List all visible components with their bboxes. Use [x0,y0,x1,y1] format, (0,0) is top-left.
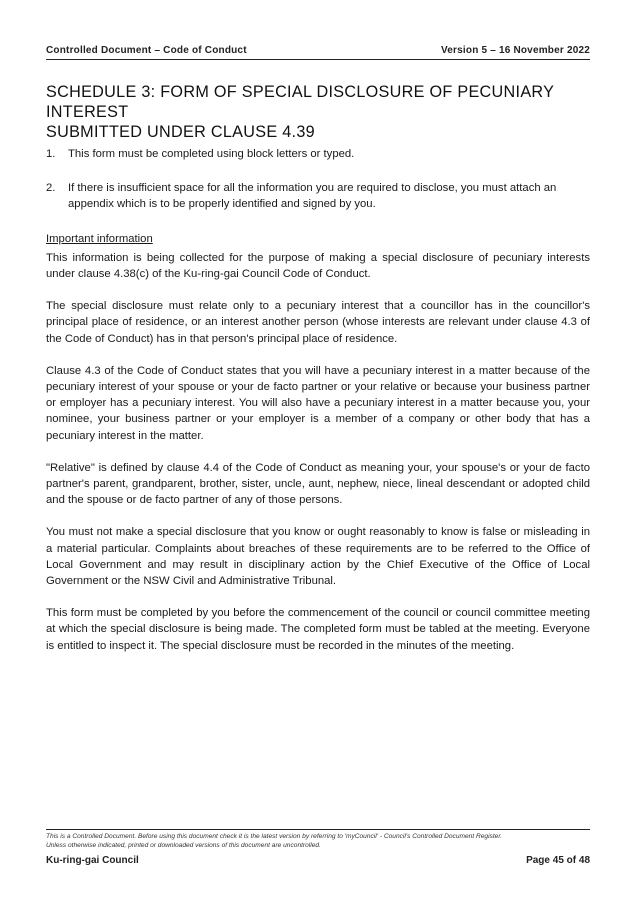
schedule-title [46,82,590,142]
page-header [46,41,590,59]
document-body [46,146,590,670]
instruction-item-2 [46,180,590,212]
important-information-heading: Important information [46,232,153,245]
header-document-title: Controlled Document – Code of Conduct [46,44,247,56]
instruction-number: 2. [46,182,56,195]
instruction-item-1 [46,146,590,162]
page-number: Page 45 of 48 [526,855,590,866]
instruction-list [46,146,590,213]
notice-line-2: Unless otherwise indicated, printed or downloaded versions of this document are uncontrolled. [46,842,321,849]
instruction-number: 1. [46,148,56,160]
instruction-text: If there is insufficient space for all the information you are required to disclose, you must attach an appendix which is to be properly identified and signed by you. [68,182,557,211]
page-footer [46,855,590,866]
footer-divider [46,829,590,830]
paragraph-scope: The special disclosure must relate only to a pecuniary interest that a councillor has in the councillor's principal place of residence, or an interest another person (whose interests are relevant under clause 4.3 of the Code of Conduct) has in that person's principal place of residence. [46,300,590,345]
instruction-text: This form must be completed using block letters or typed. [68,148,355,160]
paragraph-purpose: This information is being collected for the purpose of making a special disclosure of pecuniary interests under clause 4.38(c) of the Ku-ring-gai Council Code of Conduct. [46,251,590,281]
controlled-document-notice [46,832,590,850]
schedule-title-line-2: SUBMITTED UNDER CLAUSE 4.39 [46,123,315,141]
notice-line-1: This is a Controlled Document. Before using this document check it is the latest version by referring to 'myCouncil' - Council's Controlled Document Register. [46,833,503,840]
schedule-title-line-1: SCHEDULE 3: FORM OF SPECIAL DISCLOSURE OF PECUNIARY INTEREST [46,83,554,121]
paragraph-clause-4-3: Clause 4.3 of the Code of Conduct states that you will have a pecuniary interest in a matter because of the pecuniary interest of your spouse or your de facto partner or your relative or because your business partner or employer has a pecuniary interest. You will also have a pecuniary interest in a matter because you, your nominee, your business partner or your employer is a member of a company or other body that has a pecuniary interest in the matter. [46,364,590,442]
paragraph-completion: This form must be completed by you before the commencement of the council or council committee meeting at which the special disclosure is being made. The completed form must be tabled at the meeting. Everyone is entitled to inspect it. The special disclosure must be recorded in the minutes of the meeting. [46,607,590,652]
header-version: Version 5 – 16 November 2022 [440,44,590,56]
footer-organisation: Ku-ring-gai Council [46,855,139,866]
paragraph-relative-definition: "Relative" is defined by clause 4.4 of the Code of Conduct as meaning your, your spouse's or your de facto partner's parent, grandparent, brother, sister, uncle, aunt, nephew, niece, lineal descendant or adopted child and the spouse or de facto partner of any of those persons. [46,461,590,507]
header-divider [46,59,590,60]
paragraph-false-disclosure: You must not make a special disclosure that you know or ought reasonably to know is false or misleading in a material particular. Complaints about breaches of these requirements are to be referred to the Office of Local Government and may result in disciplinary action by the Chief Executive of the Office of Local Government or the NSW Civil and Administrative Tribunal. [46,526,590,588]
